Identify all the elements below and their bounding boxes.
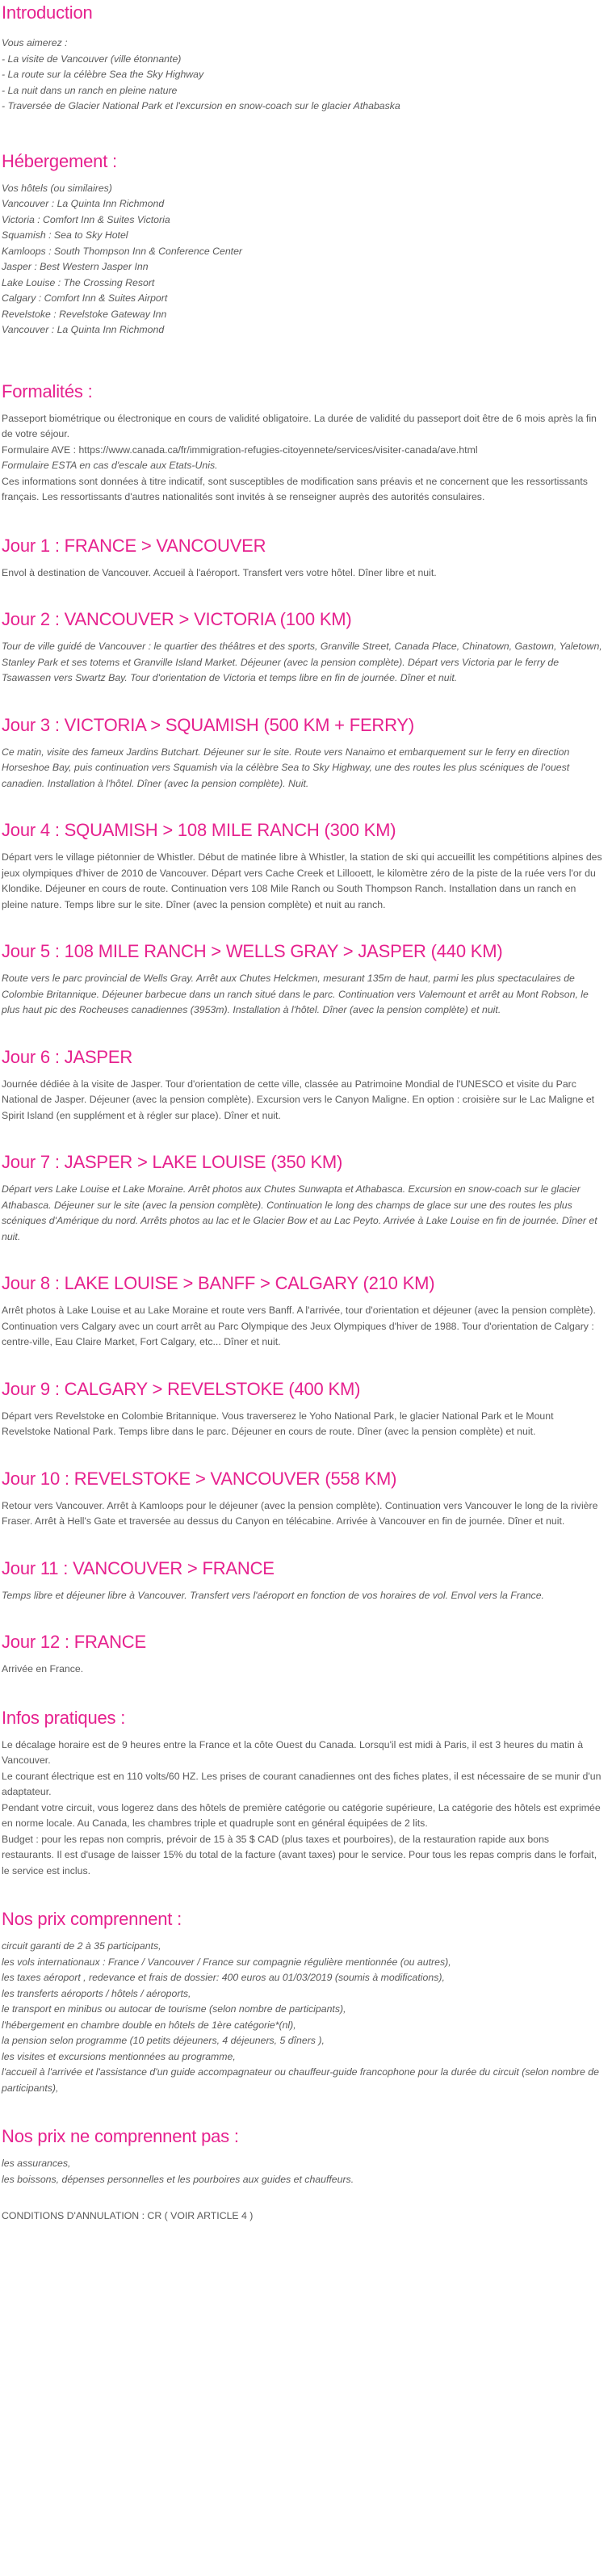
day-title: Jour 6 : JASPER <box>2 1046 133 1067</box>
prix-line: les vols internationaux : France / Vancouver / France sur compagnie régulière mentionnée (ou autres), <box>2 1956 451 1968</box>
hebergement-section <box>2 150 604 338</box>
day-section <box>2 1378 604 1440</box>
day-title: Jour 1 : FRANCE > VANCOUVER <box>2 535 266 556</box>
formalites-line: Formulaire AVE : https://www.canada.ca/fr/immigration-refugies-citoyennete/services/visiter-canada/ave.html <box>2 443 478 456</box>
day-description: Départ vers le village piétonnier de Whistler. Début de matinée libre à Whistler, la station de ski qui accueillit les compétitions alpines des jeux olympiques d'hiver de 2010 de Vancouver. Départ vers Cache Creek et Lillooett, le kilomètre zéro de la piste de la ruée vers l'or du Klondike. Déjeuner en cours de route. Continuation vers 108 Mile Ranch ou South Thompson Ranch. Installation dans un ranch en pleine nature. Temps libre sur le site. Dîner (avec la pension complète) et nuit au ranch. <box>2 851 602 910</box>
hotel-line: Jasper : Best Western Jasper Inn <box>2 261 149 272</box>
day-section <box>2 819 604 913</box>
formalites-title: Formalités : <box>2 380 93 401</box>
day-description: Départ vers Lake Louise et Lake Moraine. Arrêt photos aux Chutes Sunwapta et Athabasca. Excursion en snow-coach sur le glacier Athabasca. Déjeuner sur le site (avec la pension complète). Continuation le long des champs de glace sur une des routes les plus scéniques d'Amérique du nord. Arrêts photos au lac et le Glacier Bow et au Lac Peyto. Arrivée à Lake Louise en fin de journée. Dîner et nuit. <box>2 1183 597 1242</box>
day-section <box>2 608 604 687</box>
prix-line: la pension selon programme (10 petits déjeuners, 4 déjeuners, 5 dîners ), <box>2 2035 325 2046</box>
day-title: Jour 4 : SQUAMISH > 108 MILE RANCH (300 KM) <box>2 820 396 840</box>
day-section <box>2 1468 604 1530</box>
formalites-line: Passeport biométrique ou électronique en cours de validité obligatoire. La durée de validité du passeport doit être de 6 mois après la fin de votre séjour. <box>2 412 597 439</box>
hotel-line: Squamish : Sea to Sky Hotel <box>2 229 128 241</box>
intro-line: Vous aimerez : <box>2 37 68 48</box>
prix-line: les visites et excursions mentionnées au programme, <box>2 2050 236 2062</box>
day-section <box>2 1151 604 1245</box>
infos-section <box>2 1707 604 1880</box>
hotel-line: Calgary : Comfort Inn & Suites Airport <box>2 292 168 304</box>
intro-section <box>2 0 604 115</box>
day-description: Ce matin, visite des fameux Jardins Butchart. Déjeuner sur le site. Route vers Nanaimo et embarquement sur le ferry en direction Horseshoe Bay, puis continuation vers Squamish via la célèbre Sea to Sky Highway, une des routes les plus scéniques de l'ouest canadien. Installation à l'hôtel. Dîner (avec la pension complète). Nuit. <box>2 746 570 789</box>
intro-title: Introduction <box>2 2 93 23</box>
hotel-line: Vos hôtels (ou similaires) <box>2 182 112 194</box>
day-description: Départ vers Revelstoke en Colombie Britannique. Vous traverserez le Yoho National Park, le glacier National Park et le Mount Revelstoke National Park. Temps libre dans le parc. Déjeuner en cours de route. Dîner (avec la pension complète) et nuit. <box>2 1410 554 1437</box>
day-description: Tour de ville guidé de Vancouver : le quartier des théâtres et des sports, Granville Street, Canada Place, Chinatown, Gastown, Yaletown, Stanley Park et ses totems et Granville Island Market. Déjeuner (avec la pension complète). Départ vers Victoria par le ferry de Tsawassen vers Swartz Bay. Tour d'orientation de Victoria et temps libre en fin de journée. Dîner et nuit. <box>2 641 602 683</box>
prix-comprennent-title: Nos prix comprennent : <box>2 1909 182 1929</box>
infos-line: Le décalage horaire est de 9 heures entre la France et la côte Ouest du Canada. Lorsqu'il est midi à Paris, il est 3 heures du matin à Vancouver. <box>2 1738 584 1766</box>
day-title: Jour 8 : LAKE LOUISE > BANFF > CALGARY (210 KM) <box>2 1273 435 1293</box>
hotel-line: Vancouver : La Quinta Inn Richmond <box>2 198 165 209</box>
prix-ne-comprennent-list <box>2 2156 604 2187</box>
day-section <box>2 714 604 792</box>
prix-comprennent-list <box>2 1939 604 2096</box>
prix-ne-comprennent-title: Nos prix ne comprennent pas : <box>2 2126 239 2146</box>
prix-line: l'hébergement en chambre double en hôtels de 1ère catégorie*(nl), <box>2 2019 296 2031</box>
hotel-line: Lake Louise : The Crossing Resort <box>2 276 155 288</box>
infos-line: Le courant électrique est en 110 volts/60 HZ. Les prises de courant canadiennes ont des fiches plates, il est nécessaire de se munir d'un adaptateur. <box>2 1770 602 1797</box>
day-description: Arrivée en France. <box>2 1663 84 1675</box>
prix-line: l'accueil à l'arrivée et l'assistance d'un guide accompagnateur ou chauffeur-guide francophone pour la durée du circuit (selon nombre de participants), <box>2 2066 599 2094</box>
hotel-line: Revelstoke : Revelstoke Gateway Inn <box>2 308 167 320</box>
itinerary <box>2 535 604 1678</box>
intro-line: - Traversée de Glacier National Park et l'excursion en snow-coach sur le glacier Athabaska <box>2 100 400 111</box>
intro-line: - La visite de Vancouver (ville étonnante) <box>2 53 182 65</box>
hebergement-title: Hébergement : <box>2 150 117 171</box>
prix-line: les taxes aéroport , redevance et frais de dossier: 400 euros au 01/03/2019 (soumis à modifications), <box>2 1972 445 1983</box>
day-title: Jour 2 : VANCOUVER > VICTORIA (100 KM) <box>2 609 352 629</box>
prix-ne-line: les boissons, dépenses personnelles et les pourboires aux guides et chauffeurs. <box>2 2173 354 2185</box>
hotel-line: Victoria : Comfort Inn & Suites Victoria <box>2 213 170 225</box>
infos-line: Budget : pour les repas non compris, prévoir de 15 à 35 $ CAD (plus taxes et pourboires), de la restauration rapide aux bons restaurants. Il est d'usage de laisser 15% du total de la facture (avant taxes) pour le service. Pour tous les repas compris dans le forfait, le service est inclus. <box>2 1833 597 1876</box>
formalites-line: Ces informations sont données à titre indicatif, sont susceptibles de modification sans préavis et ne concernent que les ressortissants français. Les ressortissants d'autres nationalités sont invités à se renseigner auprès des autorités consulaires. <box>2 475 588 502</box>
intro-text <box>2 36 604 115</box>
day-section <box>2 940 604 1019</box>
day-section <box>2 1046 604 1124</box>
day-description: Route vers le parc provincial de Wells Gray. Arrêt aux Chutes Helckmen, mesurant 135m de haut, parmi les plus spectaculaires de Colombie Britannique. Déjeuner barbecue dans un ranch situé dans le parc. Continuation vers Valemount et arrêt au Mont Robson, le plus haut pic des Rocheuses canadiennes (3953m). Installation à l'hôtel. Dîner (avec la pension complète) et nuit. <box>2 973 589 1015</box>
day-title: Jour 9 : CALGARY > REVELSTOKE (400 KM) <box>2 1378 361 1399</box>
day-section <box>2 535 604 582</box>
hebergement-list <box>2 181 604 338</box>
day-description: Journée dédiée à la visite de Jasper. Tour d'orientation de cette ville, classée au Patrimoine Mondial de l'UNESCO et visite du Parc National de Jasper. Déjeuner (avec la pension complète). Excursion vers le Canyon Maligne. En option : croisière sur le Lac Maligne et Spirit Island (en supplément et à régler sur place). Dîner et nuit. <box>2 1078 595 1121</box>
hotel-line: Kamloops : South Thompson Inn & Conference Center <box>2 245 243 257</box>
intro-line: - La route sur la célèbre Sea the Sky Highway <box>2 69 204 80</box>
formalites-line: Formulaire ESTA en cas d'escale aux Etats-Unis. <box>2 460 218 471</box>
day-description: Envol à destination de Vancouver. Accueil à l'aéroport. Transfert vers votre hôtel. Dîner libre et nuit. <box>2 566 437 578</box>
intro-line: - La nuit dans un ranch en pleine nature <box>2 84 178 96</box>
formalites-section <box>2 380 604 506</box>
prix-line: les transferts aéroports / hôtels / aéroports, <box>2 1987 191 1999</box>
day-title: Jour 5 : 108 MILE RANCH > WELLS GRAY > JASPER (440 KM) <box>2 941 503 961</box>
day-section <box>2 1631 604 1678</box>
prix-comprennent-section <box>2 1908 604 2096</box>
day-title: Jour 10 : REVELSTOKE > VANCOUVER (558 KM) <box>2 1468 397 1489</box>
infos-title: Infos pratiques : <box>2 1707 126 1728</box>
conditions-annulation: CONDITIONS D'ANNULATION : CR ( VOIR ARTICLE 4 ) <box>2 2210 254 2221</box>
day-description: Temps libre et déjeuner libre à Vancouver. Transfert vers l'aéroport en fonction de vos horaires de vol. Envol vers la France. <box>2 1589 544 1601</box>
day-description: Arrêt photos à Lake Louise et au Lake Moraine et route vers Banff. A l'arrivée, tour d'orientation et déjeuner (avec la pension complète). Continuation vers Calgary avec un court arrêt au Parc Olympique des Jeux Olympiques d'hiver de 1988. Tour d'orientation de Calgary : centre-ville, Eau Claire Market, Fort Calgary, etc... Dîner et nuit. <box>2 1305 596 1347</box>
day-section <box>2 1557 604 1604</box>
day-title: Jour 11 : VANCOUVER > FRANCE <box>2 1557 275 1578</box>
prix-line: circuit garanti de 2 à 35 participants, <box>2 1940 161 1952</box>
formalites-text <box>2 411 604 506</box>
day-section <box>2 1272 604 1351</box>
day-title: Jour 12 : FRANCE <box>2 1632 146 1652</box>
prix-ne-comprennent-section <box>2 2125 604 2187</box>
infos-text <box>2 1738 604 1880</box>
day-title: Jour 3 : VICTORIA > SQUAMISH (500 KM + FERRY) <box>2 714 415 735</box>
prix-ne-line: les assurances, <box>2 2158 71 2169</box>
day-description: Retour vers Vancouver. Arrêt à Kamloops pour le déjeuner (avec la pension complète). Continuation vers Vancouver le long de la rivière Fraser. Arrêt à Hell's Gate et traversée au dessus du Canyon en télécabine. Arrivée à Vancouver en fin de journée. Dîner et nuit. <box>2 1499 598 1527</box>
prix-line: le transport en minibus ou autocar de tourisme (selon nombre de participants), <box>2 2003 346 2015</box>
infos-line: Pendant votre circuit, vous logerez dans des hôtels de première catégorie ou catégorie supérieure, La catégorie des hôtels est exprimée en norme locale. Au Canada, les chambres triple et quadruple sont en général équipées de 2 lits. <box>2 1801 601 1829</box>
day-title: Jour 7 : JASPER > LAKE LOUISE (350 KM) <box>2 1152 343 1172</box>
hotel-line: Vancouver : La Quinta Inn Richmond <box>2 324 165 335</box>
